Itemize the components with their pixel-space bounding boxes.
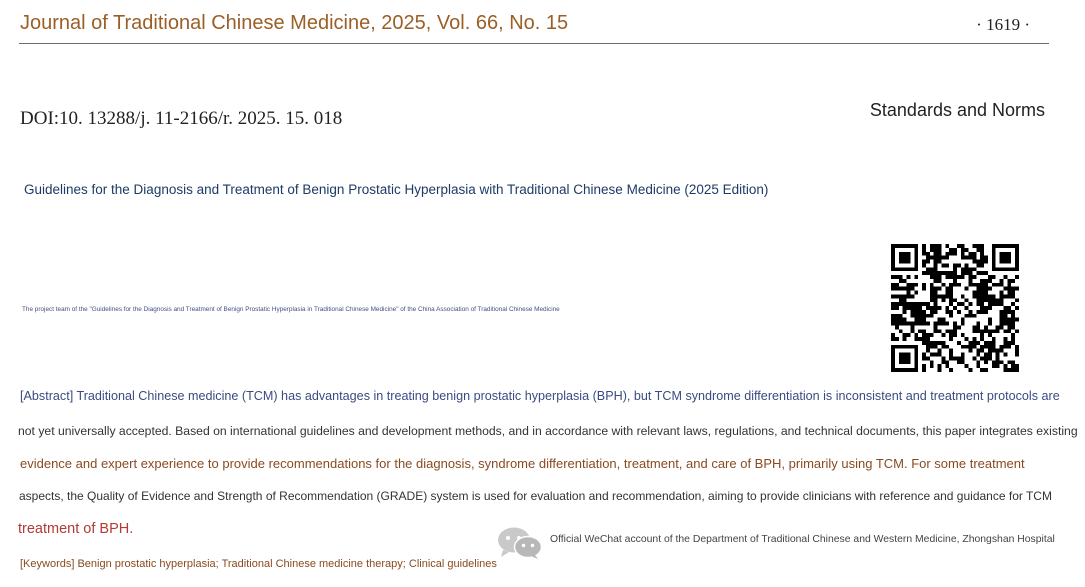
abstract-line: treatment of BPH. — [18, 521, 134, 537]
abstract-line: evidence and expert experience to provide recommendations for the diagnosis, syndrome differentiation, treatment, and care of BPH, primarily using TCM. For some treatment — [20, 456, 1025, 471]
page-number: · 1619 · — [976, 15, 1030, 34]
watermark-text: Official WeChat account of the Department of Traditional Chinese and Western Medicine, Zhongshan Hospital — [550, 534, 1055, 545]
journal-title: Journal of Traditional Chinese Medicine, 2025, Vol. 66, No. 15 — [20, 12, 569, 34]
wechat-icon — [497, 526, 543, 560]
abstract-line: [Abstract] Traditional Chinese medicine (TCM) has advantages in treating benign prostatic hyperplasia (BPH), but TCM syndrome differentiation is inconsistent and treatment protocols are — [20, 389, 1060, 403]
article-title: Guidelines for the Diagnosis and Treatment of Benign Prostatic Hyperplasia with Traditional Chinese Medicine (2025 Edition) — [24, 182, 769, 197]
authors: The project team of the "Guidelines for the Diagnosis and Treatment of Benign Prostatic Hyperplasia in Traditional Chinese Medicine" of the China Association of Traditional Chinese Medicine — [22, 306, 560, 313]
qr-code-icon — [889, 244, 1021, 372]
doi: DOI:10. 13288/j. 11-2166/r. 2025. 15. 018 — [20, 108, 343, 129]
abstract-line: aspects, the Quality of Evidence and Strength of Recommendation (GRADE) system is used for evaluation and recommendation, aiming to provide clinicians with reference and guidance for TCM — [19, 489, 1052, 503]
section-label: Standards and Norms — [869, 100, 1045, 120]
keywords: [Keywords] Benign prostatic hyperplasia; Traditional Chinese medicine therapy; Clinical guidelines — [20, 558, 497, 570]
header-rule — [19, 43, 1049, 44]
abstract-line: not yet universally accepted. Based on international guidelines and development methods, and in accordance with relevant laws, regulations, and technical documents, this paper integrates existing — [18, 424, 1078, 438]
